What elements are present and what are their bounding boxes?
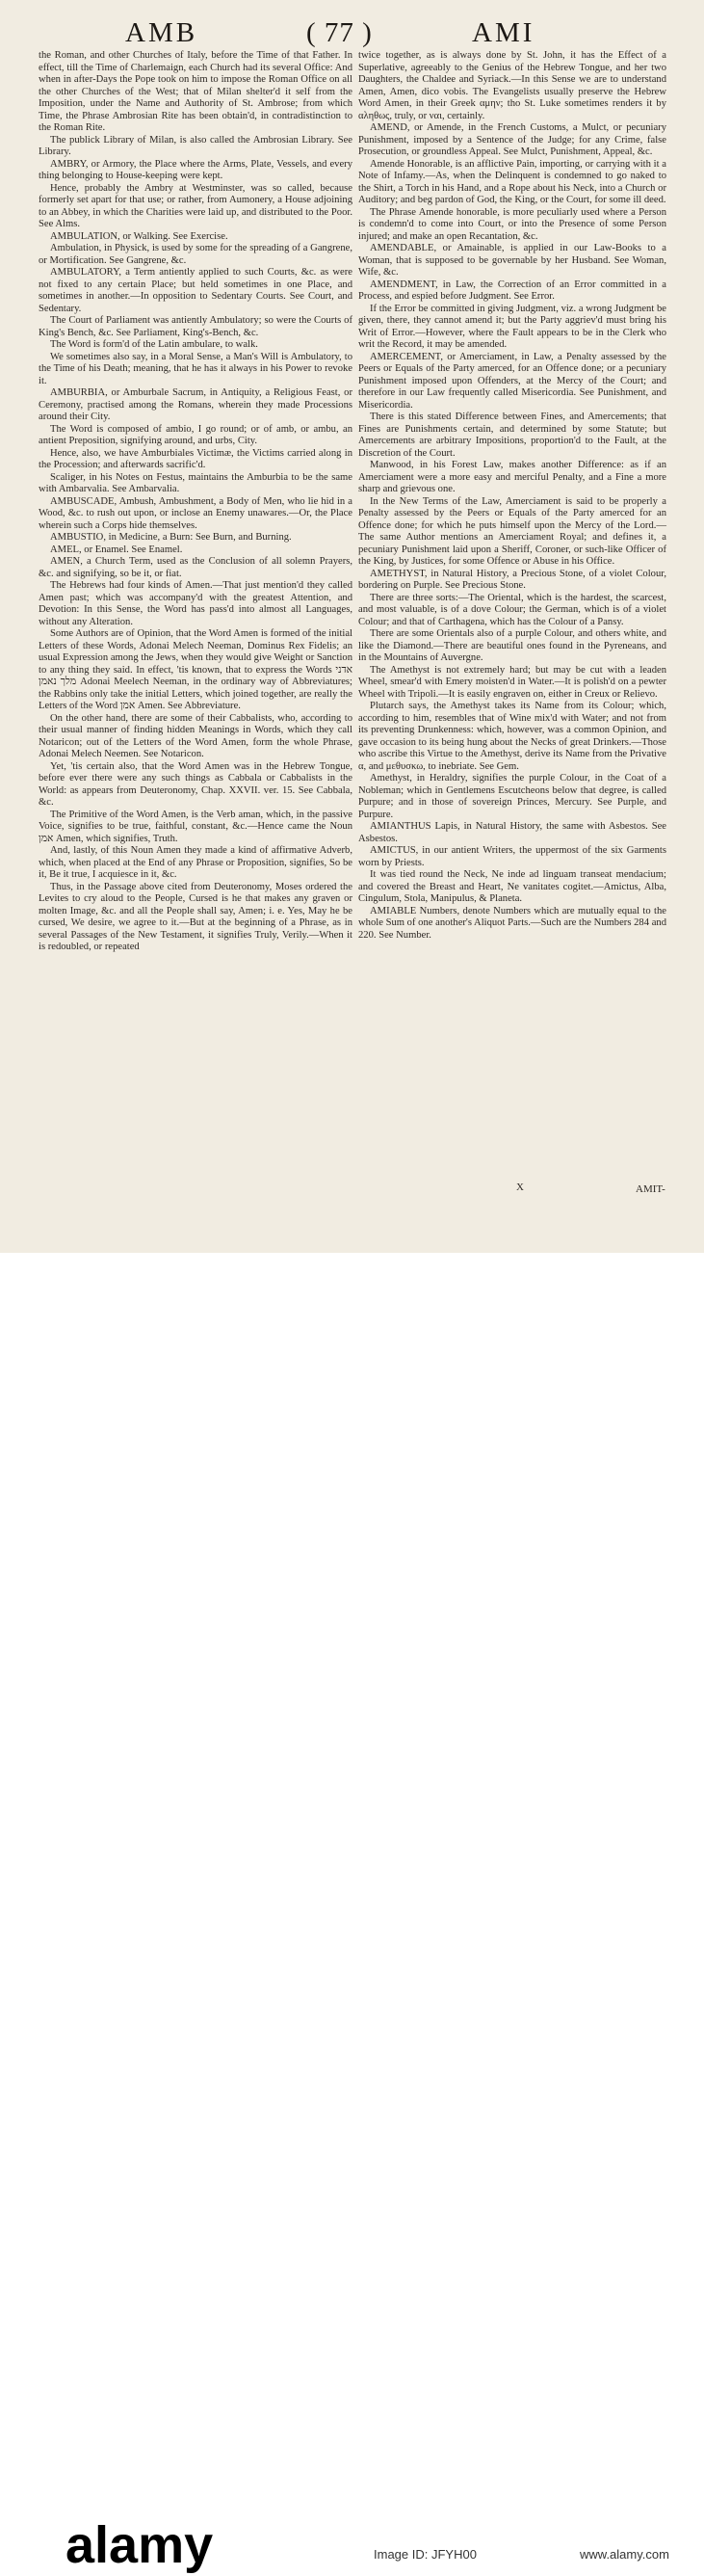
paragraph: AMEL, or Enamel. See Enamel. [50,544,183,555]
paragraph: There is this stated Difference between Fines, and Amercements; that Fines are Punishments certain, and determined by some Statute; but Amercements are arbitrary Impositions, proportion'd to the Fault, at the Discretion of the Court. [358,412,666,459]
paragraph: Hence, probably the Ambry at Westminster, was so called, because formerly set apart for that use; or rather, from Aumonery, a House adjoining to an Abbey, in which the Charities were laid up, and distributed to the Poor. See Alms. [39,182,352,229]
paragraph: Some Authors are of Opinion, that the Word Amen is formed of the initial Letters of these Words, Adonai Melech Neeman, Dominus Rex Fidelis; an usual Expression among the Jews, when they would give Weight or Sanction to any thing they said. In effect, 'tis known, that to express the Words אדני מלך נאמן Adonai Meelech Neeman, in the ordinary way of Abbreviatures; the Rabbins only take the initial Letters, which joined together, are really the Letters of the Word אמן Amen. See Abbreviature. [39,628,352,711]
paragraph: On the other hand, there are some of their Cabbalists, who, according to their usual manner of finding hidden Meanings in Words, which they call Notaricon; out of the Letters of the Word Amen, form the whole Phrase, Adonai Melech Neemen. See Notaricon. [39,712,352,759]
paragraph: Ambulation, in Physick, is used by some for the spreading of a Gangrene, or Mortification. See Gangrene, &c. [39,243,352,266]
paragraph: The Hebrews had four kinds of Amen.—That just mention'd they called Amen past; which was accompany'd with the greatest Attention, and Devotion: In this Sense, the Word has pass'd into almost all Languages, without any Alteration. [39,580,352,627]
left-column [39,50,352,954]
paragraph: Hence, also, we have Amburbiales Victimæ, the Victims carried along in the Procession; and afterwards sacrific'd. [39,447,352,470]
paragraph: AMIABLE Numbers, denote Numbers which are mutually equal to the whole Sum of one another's Aliquot Parts.—Such are the Numbers 284 and 220. See Number. [358,905,666,941]
paragraph: the Roman, and other Churches of Italy, before the Time of that Father. In effect, till the Time of Charlemaign, each Church had its several Office: And when in after-Days the Pope took on him to impose the Roman Office on all the other Churches of the West; that of Milan shelter'd it self from the Imposition, under the Name and Authority of St. Ambrose; from which Time, the Phrase Ambrosian Rite has been obtain'd, in contradistinction to the Roman Rite. [39,50,352,133]
header-left-word: AMB [125,17,198,48]
catchword: AMIT- [636,1183,665,1195]
watermark-url: www.alamy.com [580,2547,669,2562]
paragraph: twice together, as is always done by St. John, it has the Effect of a Superlative, agreeably to the Genius of the Hebrew Tongue, and her two Daughters, the Chaldee and Syriack.—In this Sense we are to understand Amen, Amen, dico vobis. The Evangelists usually preserve the Hebrew Word Amen, in their Greek αμην; tho St. Luke sometimes renders it by αληθως, truly, or ναι, certainly. [358,50,666,121]
paragraph: If the Error be committed in giving Judgment, viz. a wrong Judgment be given, there, they cannot amend it; but the Party aggriev'd must bring his Writ of Error.—However, where the Fault appears to be in the Clerk who writ the Record, it may be amended. [358,303,666,350]
paragraph: AMICTUS, in our antient Writers, the uppermost of the six Garments worn by Priests. [358,845,666,868]
paragraph: The Word is form'd of the Latin ambulare, to walk. [50,339,258,350]
paragraph: The publick Library of Milan, is also called the Ambrosian Library. See Library. [39,134,352,157]
paragraph: Plutarch says, the Amethyst takes its Name from its Colour; which, according to him, resembles that of Wine mix'd with Water; and not from its preventing Drunkenness: which, however, was a common Opinion, and gave occasion to its being hung about the Necks of great Drinkers.—Those who ascribe this Virtue to the Amethyst, derive its Name from the Privative α, and μεθυσκω, to inebriate. See Gem. [358,701,666,772]
watermark-bar [0,1253,704,2574]
paragraph: Thus, in the Passage above cited from Deuteronomy, Moses ordered the Levites to cry aloud to the People, Cursed is he that makes any graven or molten Image, &c. and all the People shall say, Amen; i. e. Yes, May he be cursed, We desire, we agree to it.—But at the beginning of a Phrase, as in several Passages of the New Testament, it signifies Truly, Verily.—When it is redoubled, or repeated [39,881,352,952]
paragraph: The Court of Parliament was antiently Ambulatory; so were the Courts of King's Bench, &c. See Parliament, King's-Bench, &c. [39,315,352,338]
paragraph: Amethyst, in Heraldry, signifies the purple Colour, in the Coat of a Nobleman; which in Gentlemens Escutcheons below that degree, is called Purpure; and in those of sovereign Princes, Mercury. See Purple, and Purpure. [358,773,666,820]
paragraph: AMBULATORY, a Term antiently applied to such Courts, &c. as were not fixed to any certain Place; but held sometimes in one Place, and sometimes in another.—In opposition to Sedentary Courts. See Court, and Sedentary. [39,267,352,314]
paragraph: The Primitive of the Word Amen, is the Verb aman, which, in the passive Voice, signifies to be true, faithful, constant, &c.—Hence came the Noun אמן Amen, which signifies, Truth. [39,809,352,844]
paragraph: AMBURBIA, or Amburbale Sacrum, in Antiquity, a Religious Feast, or Ceremony, practised among the Romans, wherein they made Processions around their City. [39,387,352,422]
right-column [358,50,666,942]
header-right-word: AMI [472,17,535,48]
paragraph: Amende Honorable, is an afflictive Pain, importing, or carrying with it a Note of Infamy.—As, when the Delinquent is condemned to go naked to the Shirt, a Torch in his Hand, and a Rope about his Neck, into a Church or Auditory; and beg pardon of God, the King, or the Court, for some ill deed. [358,158,666,205]
signature-mark: X [516,1182,524,1193]
book-page [0,0,704,1253]
paragraph: We sometimes also say, in a Moral Sense, a Man's Will is Ambulatory, to the Time of his Death; meaning, that he has it always in his Power to revoke it. [39,351,352,386]
paragraph: AMERCEMENT, or Amerciament, in Law, a Penalty assessed by the Peers or Equals of the Party amerced, for an Offence done; or a pecuniary Punishment imposed upon Offenders, at the Mercy of the Court; and therefore in our Law frequently called Misericordia. See Punishment, and Misericordia. [358,351,666,411]
svg-text:alamy: alamy [65,2518,214,2574]
paragraph: There are some Orientals also of a purple Colour, and others white, and like the Diamond.—There are beautiful ones found in the Pyreneans, and in the Mountains of Auvergne. [358,628,666,663]
image-id-label: Image ID: [374,2547,429,2562]
paragraph: It was tied round the Neck, Ne inde ad linguam transeat mendacium; and covered the Breast and Heart, Ne vanitates cogitet.—Amictus, Alba, Cingulum, Stola, Manipulus, & Planeta. [358,869,666,904]
paragraph: AMETHYST, in Natural History, a Precious Stone, of a violet Colour, bordering on Purple. See Precious Stone. [358,568,666,591]
paragraph: AMBUSTIO, in Medicine, a Burn: See Burn, and Burning. [50,532,292,543]
paragraph: AMEN, a Church Term, used as the Conclusion of all solemn Prayers, &c. and signifying, so be it, or fiat. [39,556,352,579]
paragraph: AMEND, or Amende, in the French Customs, a Mulct, or pecuniary Punishment, imposed by a Sentence of the Judge; for any Crime, false Prosecution, or groundless Appeal. See Mulct, Punishment, Appeal, &c. [358,122,666,157]
page-number: ( 77 ) [306,17,373,48]
paragraph: And, lastly, of this Noun Amen they made a kind of affirmative Adverb, which, when placed at the End of any Phrase or Proposition, signifies, So be it, Be it true, I acquiesce in it, &c. [39,845,352,880]
paragraph: The Phrase Amende honorable, is more peculiarly used where a Person is condemn'd to come into Court, or into the Presence of some Person injured; and make an open Recantation, &c. [358,206,666,242]
paragraph: AMBULATION, or Walking. See Exercise. [50,230,228,242]
paragraph: Scaliger, in his Notes on Festus, maintains the Amburbia to be the same with Ambarvalia. See Ambarvalia. [39,471,352,494]
paragraph: AMENDABLE, or Amainable, is applied in our Law-Books to a Woman, that is supposed to be governable by her Husband. See Woman, Wife, &c. [358,243,666,278]
paragraph: AMBRY, or Armory, the Place where the Arms, Plate, Vessels, and every thing belonging to House-keeping were kept. [39,158,352,181]
alamy-logo [65,2518,277,2576]
paragraph: In the New Terms of the Law, Amerciament is said to be properly a Penalty assessed by the Peers or Equals of the Party amerced for an Offence done; for which he puts himself upon the Mercy of the Lord.—The same Author mentions an Amerciament Royal; and defines it, a pecuniary Punishment laid upon a Sheriff, Coroner, or such-like Officer of the King, by Justices, for some Offence or Abuse in his Office. [358,495,666,567]
paragraph: AMENDMENT, in Law, the Correction of an Error committed in a Process, and espied before Judgment. See Error. [358,279,666,302]
paragraph: AMIANTHUS Lapis, in Natural History, the same with Asbestos. See Asbestos. [358,821,666,844]
paragraph: The Amethyst is not extremely hard; but may be cut with a leaden Wheel, smear'd with Emery moisten'd in Water.—It is polish'd on a pewter Wheel with Tripoli.—It is easily engraven on, either in Creux or Relievo. [358,664,666,700]
image-id [374,2547,477,2562]
paragraph: The Word is composed of ambio, I go round; or of amb, or ambu, an antient Preposition, signifying around, and urbs, City. [39,423,352,446]
image-id-value: JFYH00 [430,2547,477,2562]
paragraph: There are three sorts:—The Oriental, which is the hardest, the scarcest, and most valuable, is of a dove Colour; the German, which is of a violet Colour; and that of Carthagena, which has the Colour of a Pansy. [358,592,666,627]
paragraph: Yet, 'tis certain also, that the Word Amen was in the Hebrew Tongue, before ever there were any such things as Cabbala or Cabbalists in the World: as appears from Deuteronomy, Chap. XXVII. ver. 15. See Cabbala, &c. [39,760,352,808]
paragraph: Manwood, in his Forest Law, makes another Difference: as if an Amerciament were a more easy and merciful Penalty, and a Fine a more sharp and grievous one. [358,460,666,494]
paragraph: AMBUSCADE, Ambush, Ambushment, a Body of Men, who lie hid in a Wood, &c. to rush out upon, or inclose an Enemy unawares.—Or, the Place wherein such a Corps hide themselves. [39,495,352,531]
